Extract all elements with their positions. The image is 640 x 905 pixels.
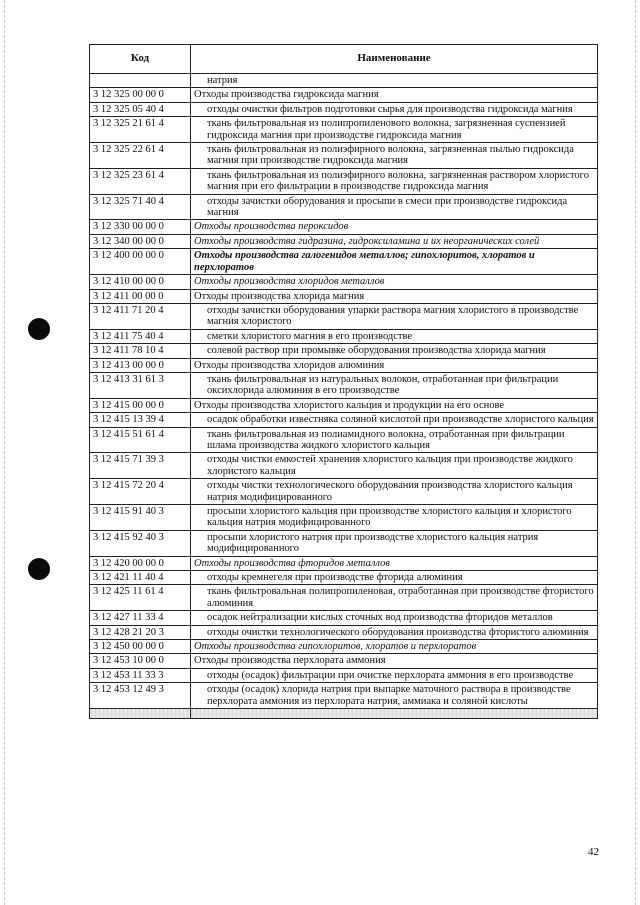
table-row	[90, 194, 598, 220]
table-row	[90, 556, 598, 570]
waste-name-cell: Отходы производства хлоридов алюминия	[191, 358, 598, 372]
table-row	[90, 427, 598, 453]
waste-code-cell: 3 12 415 00 00 0	[90, 398, 191, 412]
waste-name-cell: ткань фильтровальная из полиэфирного волокна, загрязненная пылью гидроксида магния при производстве гидроксида магния	[191, 143, 598, 169]
waste-name-cell: Отходы производства хлоридов металлов	[191, 275, 598, 289]
waste-code-cell: 3 12 330 00 00 0	[90, 220, 191, 234]
waste-name-cell: Отходы производства галогенидов металлов; гипохлоритов, хлоратов и перхлоратов	[191, 249, 598, 275]
waste-name-cell: осадок обработки известняка соляной кислотой при производстве хлористого кальция	[191, 413, 598, 427]
waste-code-cell: 3 12 411 75 40 4	[90, 329, 191, 343]
table-body	[90, 74, 598, 719]
waste-name-cell: Отходы производства фторидов металлов	[191, 556, 598, 570]
waste-code-cell: 3 12 411 71 20 4	[90, 303, 191, 329]
waste-name-cell: просыпи хлористого натрия при производстве хлористого кальция натрия модифицированного	[191, 530, 598, 556]
table-row	[90, 329, 598, 343]
table-row	[90, 143, 598, 169]
page-edge-left	[4, 0, 6, 905]
table-row	[90, 74, 598, 88]
table-row	[90, 88, 598, 102]
waste-code-cell: 3 12 415 51 61 4	[90, 427, 191, 453]
table-header-row	[90, 45, 598, 74]
scan-artifact-cell	[90, 709, 191, 719]
waste-code-cell: 3 12 411 00 00 0	[90, 289, 191, 303]
waste-code-cell	[90, 74, 191, 88]
table-row	[90, 234, 598, 248]
waste-code-cell: 3 12 453 11 33 3	[90, 668, 191, 682]
waste-code-cell: 3 12 400 00 00 0	[90, 249, 191, 275]
table-row	[90, 668, 598, 682]
waste-code-cell: 3 12 413 31 61 3	[90, 372, 191, 398]
header-code: Код	[90, 45, 191, 74]
table-row	[90, 358, 598, 372]
waste-code-cell: 3 12 325 05 40 4	[90, 102, 191, 116]
table-row	[90, 571, 598, 585]
table-row	[90, 117, 598, 143]
table-row	[90, 249, 598, 275]
table-row	[90, 344, 598, 358]
waste-name-cell: отходы зачистки оборудования и просыпи в смеси при производстве гидроксида магния	[191, 194, 598, 220]
table-row	[90, 625, 598, 639]
table-row	[90, 479, 598, 505]
waste-name-cell: Отходы производства перхлората аммония	[191, 654, 598, 668]
scan-artifact-cell	[191, 709, 598, 719]
table-row	[90, 611, 598, 625]
waste-name-cell: сметки хлористого магния в его производстве	[191, 329, 598, 343]
table-row	[90, 530, 598, 556]
waste-name-cell: отходы кремнегеля при производстве фторида алюминия	[191, 571, 598, 585]
waste-code-cell: 3 12 428 21 20 3	[90, 625, 191, 639]
scan-artifact-row	[90, 709, 598, 719]
waste-code-cell: 3 12 415 72 20 4	[90, 479, 191, 505]
waste-name-cell: отходы зачистки оборудования упарки раствора магния хлористого в производстве магния хлористого	[191, 303, 598, 329]
table-row	[90, 640, 598, 654]
table-row	[90, 303, 598, 329]
waste-name-cell: Отходы производства хлористого кальция и продукции на его основе	[191, 398, 598, 412]
waste-code-cell: 3 12 415 71 39 3	[90, 453, 191, 479]
page-edge-right	[635, 0, 637, 905]
waste-name-cell: ткань фильтровальная из полиэфирного волокна, загрязненная раствором хлористого магния при его фильтрации в производстве гидроксида магния	[191, 168, 598, 194]
waste-name-cell: ткань фильтровальная полипропиленовая, отработанная при производстве фтористого алюминия	[191, 585, 598, 611]
waste-name-cell: Отходы производства пероксидов	[191, 220, 598, 234]
waste-name-cell: ткань фильтровальная из полиамидного волокна, отработанная при фильтрации шлама производства жидкого хлористого кальция	[191, 427, 598, 453]
waste-name-cell: солевой раствор при промывке оборудования производства хлорида магния	[191, 344, 598, 358]
waste-code-cell: 3 12 325 71 40 4	[90, 194, 191, 220]
table-row	[90, 168, 598, 194]
waste-name-cell: Отходы производства гидроксида магния	[191, 88, 598, 102]
table-row	[90, 413, 598, 427]
waste-code-cell: 3 12 411 78 10 4	[90, 344, 191, 358]
waste-code-cell: 3 12 415 92 40 3	[90, 530, 191, 556]
waste-name-cell: отходы очистки технологического оборудования производства фтористого алюминия	[191, 625, 598, 639]
table-row	[90, 683, 598, 709]
waste-name-cell: ткань фильтровальная из полипропиленового волокна, загрязненная суспензией гидроксида магния при производстве гидроксида магния	[191, 117, 598, 143]
waste-code-cell: 3 12 453 10 00 0	[90, 654, 191, 668]
waste-code-cell: 3 12 325 00 00 0	[90, 88, 191, 102]
table-row	[90, 505, 598, 531]
waste-code-cell: 3 12 427 11 33 4	[90, 611, 191, 625]
waste-code-cell: 3 12 420 00 00 0	[90, 556, 191, 570]
table-row	[90, 289, 598, 303]
table-row	[90, 585, 598, 611]
waste-code-cell: 3 12 453 12 49 3	[90, 683, 191, 709]
waste-name-cell: осадок нейтрализации кислых сточных вод производства фторидов металлов	[191, 611, 598, 625]
waste-name-cell: отходы чистки емкостей хранения хлористого кальция при производстве жидкого хлористого кальция	[191, 453, 598, 479]
table-row	[90, 220, 598, 234]
waste-code-cell: 3 12 415 91 40 3	[90, 505, 191, 531]
waste-code-cell: 3 12 325 22 61 4	[90, 143, 191, 169]
punch-hole	[28, 558, 50, 580]
page-number: 42	[588, 846, 599, 858]
waste-codes-table	[89, 44, 598, 719]
table-row	[90, 654, 598, 668]
punch-hole	[28, 318, 50, 340]
table-row	[90, 275, 598, 289]
table-row	[90, 453, 598, 479]
table-row	[90, 372, 598, 398]
waste-code-cell: 3 12 325 23 61 4	[90, 168, 191, 194]
waste-name-cell: ткань фильтровальная из натуральных волокон, отработанная при фильтрации оксихлорида алюминия в его производстве	[191, 372, 598, 398]
waste-code-cell: 3 12 415 13 39 4	[90, 413, 191, 427]
waste-name-cell: Отходы производства гидразина, гидроксиламина и их неорганических солей	[191, 234, 598, 248]
waste-code-cell: 3 12 425 11 61 4	[90, 585, 191, 611]
table-row	[90, 102, 598, 116]
table-row	[90, 398, 598, 412]
waste-name-cell: отходы (осадок) фильтрации при очистке перхлората аммония в его производстве	[191, 668, 598, 682]
waste-name-cell: Отходы производства хлорида магния	[191, 289, 598, 303]
waste-name-cell: просыпи хлористого кальция при производстве хлористого кальция и хлористого кальция натрия модифицированного	[191, 505, 598, 531]
waste-code-cell: 3 12 410 00 00 0	[90, 275, 191, 289]
header-name: Наименование	[191, 45, 598, 74]
waste-name-cell: отходы очистки фильтров подготовки сырья для производства гидроксида магния	[191, 102, 598, 116]
waste-name-cell: отходы чистки технологического оборудования производства хлористого кальция натрия модифицированного	[191, 479, 598, 505]
waste-name-cell: отходы (осадок) хлорида натрия при выпарке маточного раствора в производстве перхлората аммония из перхлората натрия, аммиака и соляной кислоты	[191, 683, 598, 709]
waste-code-cell: 3 12 421 11 40 4	[90, 571, 191, 585]
waste-code-cell: 3 12 325 21 61 4	[90, 117, 191, 143]
waste-code-cell: 3 12 413 00 00 0	[90, 358, 191, 372]
waste-code-cell: 3 12 340 00 00 0	[90, 234, 191, 248]
waste-name-cell: натрия	[191, 74, 598, 88]
waste-name-cell: Отходы производства гипохлоритов, хлоратов и перхлоратов	[191, 640, 598, 654]
waste-code-cell: 3 12 450 00 00 0	[90, 640, 191, 654]
